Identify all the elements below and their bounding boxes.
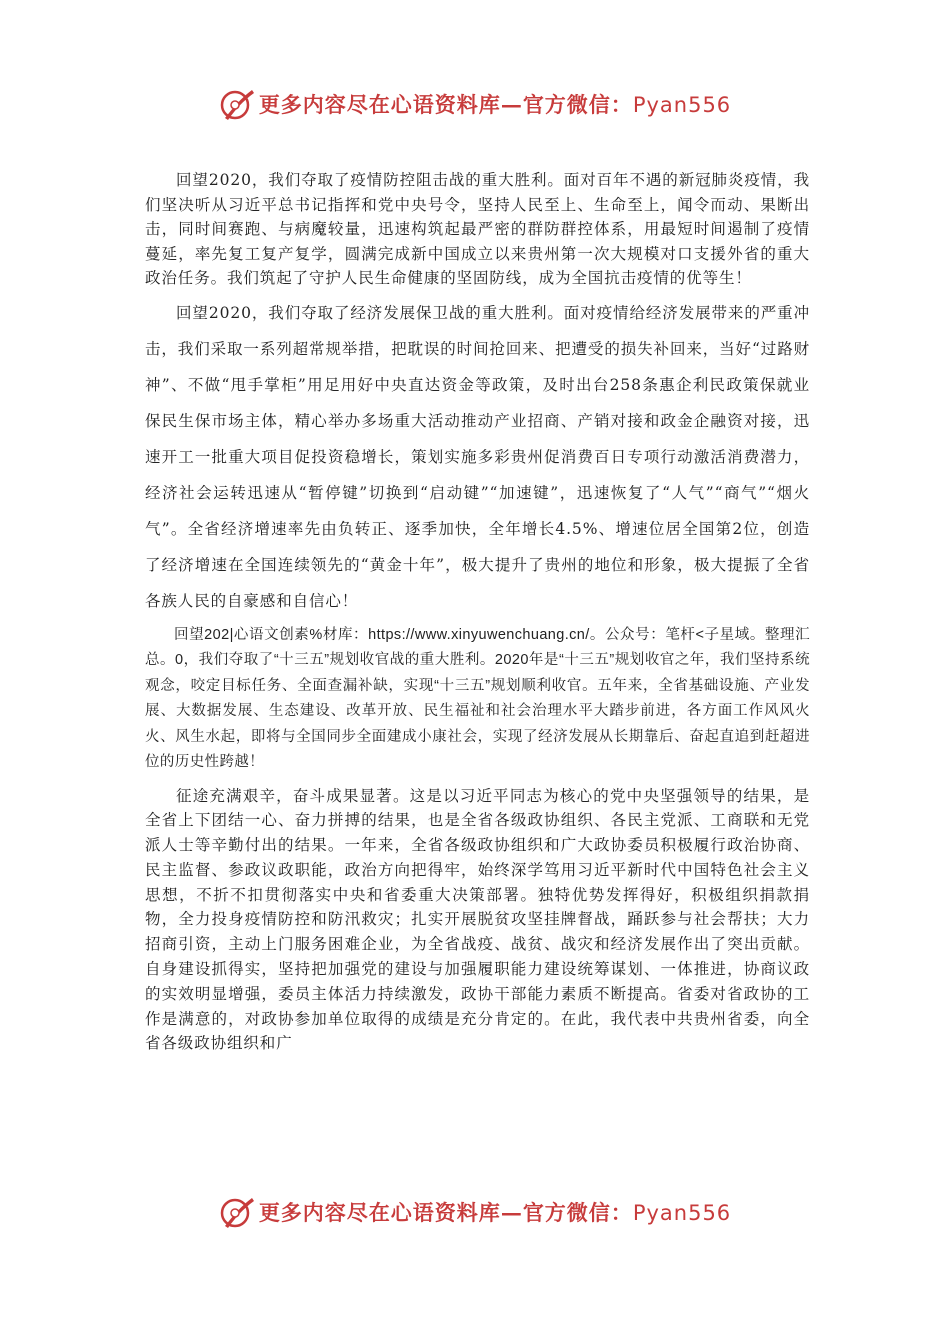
header-wechat-id: Pyan556: [632, 93, 732, 117]
brush-logo-icon: [219, 1194, 255, 1230]
header-separator: —官方微信：: [500, 92, 633, 117]
document-body: [145, 168, 810, 1056]
footer-brand: 更多内容尽在心语资料库: [258, 1200, 501, 1225]
header-brand: 更多内容尽在心语资料库: [258, 92, 501, 117]
paragraph-2: 回望2020，我们夺取了经济发展保卫战的重大胜利。面对疫情给经济发展带来的严重冲击，我们采取一系列超常规举措，把耽误的时间抢回来、把遭受的损失补回来，当好“过路财神”、不做“甩手掌柜”用足用好中央直达资金等政策，及时出台258条惠企利民政策保就业保民生保市场主体，精心举办多场重大活动推动产业招商、产销对接和政金企融资对接，迅速开工一批重大项目促投资稳增长，策划实施多彩贵州促消费百日专项行动激活消费潜力，经济社会运转迅速从“暂停键”切换到“启动键”“加速键”，迅速恢复了“人气”“商气”“烟火气”。全省经济增速率先由负转正、逐季加快，全年增长4.5%、增速位居全国第2位，创造了经济增速在全国连续领先的“黄金十年”，极大提升了贵州的地位和形象，极大提振了全省各族人民的自豪感和自信心！: [145, 303, 810, 610]
header-banner: [0, 84, 950, 124]
footer-wechat-id: Pyan556: [632, 1201, 732, 1225]
footer-banner: [0, 1192, 950, 1232]
footer-text: [259, 1197, 731, 1227]
footer-separator: —官方微信：: [500, 1200, 633, 1225]
header-text: [259, 89, 731, 119]
paragraph-1: 回望2020，我们夺取了疫情防控阻击战的重大胜利。面对百年不遇的新冠肺炎疫情，我们坚决听从习近平总书记指挥和党中央号令，坚持人民至上、生命至上，闻令而动、果断出击，同时间赛跑、与病魔较量，迅速构筑起最严密的群防群控体系，用最短时间遏制了疫情蔓延，率先复工复产复学，圆满完成新中国成立以来贵州第一次大规模对口支援外省的重大政治任务。我们筑起了守护人民生命健康的坚固防线，成为全国抗击疫情的优等生！: [145, 171, 810, 287]
brush-logo-icon: [219, 86, 255, 122]
paragraph-3: 回望202|心语文创素%材库：https://www.xinyuwenchuang.cn/。公众号：笔杆<子星域。整理汇总。0，我们夺取了“十三五”规划收官战的重大胜利。2020年是“十三五”规划收官之年，我们坚持系统观念，咬定目标任务、全面查漏补缺，实现“十三五”规划顺利收官。五年来，全省基础设施、产业发展、大数据发展、生态建设、改革开放、民生福祉和社会治理水平大踏步前进，各方面工作风风火火、风生水起，即将与全国同步全面建成小康社会，实现了经济发展从长期靠后、奋起直追到赶超进位的历史性跨越！: [145, 626, 810, 770]
paragraph-4: 征途充满艰辛，奋斗成果显著。这是以习近平同志为核心的党中央坚强领导的结果，是全省上下团结一心、奋力拼搏的结果，也是全省各级政协组织、各民主党派、工商联和无党派人士等辛勤付出的结果。一年来，全省各级政协组织和广大政协委员积极履行政治协商、民主监督、参政议政职能，政治方向把得牢，始终深学笃用习近平新时代中国特色社会主义思想，不折不扣贯彻落实中央和省委重大决策部署。独特优势发挥得好，积极组织捐款捐物，全力投身疫情防控和防汛救灾；扎实开展脱贫攻坚挂牌督战，踊跃参与社会帮扶；大力招商引资，主动上门服务困难企业，为全省战疫、战贫、战灾和经济发展作出了突出贡献。自身建设抓得实，坚持把加强党的建设与加强履职能力建设统筹谋划、一体推进，协商议政的实效明显增强，委员主体活力持续激发，政协干部能力素质不断提高。省委对省政协的工作是满意的，对政协参加单位取得的成绩是充分肯定的。在此，我代表中共贵州省委，向全省各级政协组织和广: [145, 786, 810, 1053]
